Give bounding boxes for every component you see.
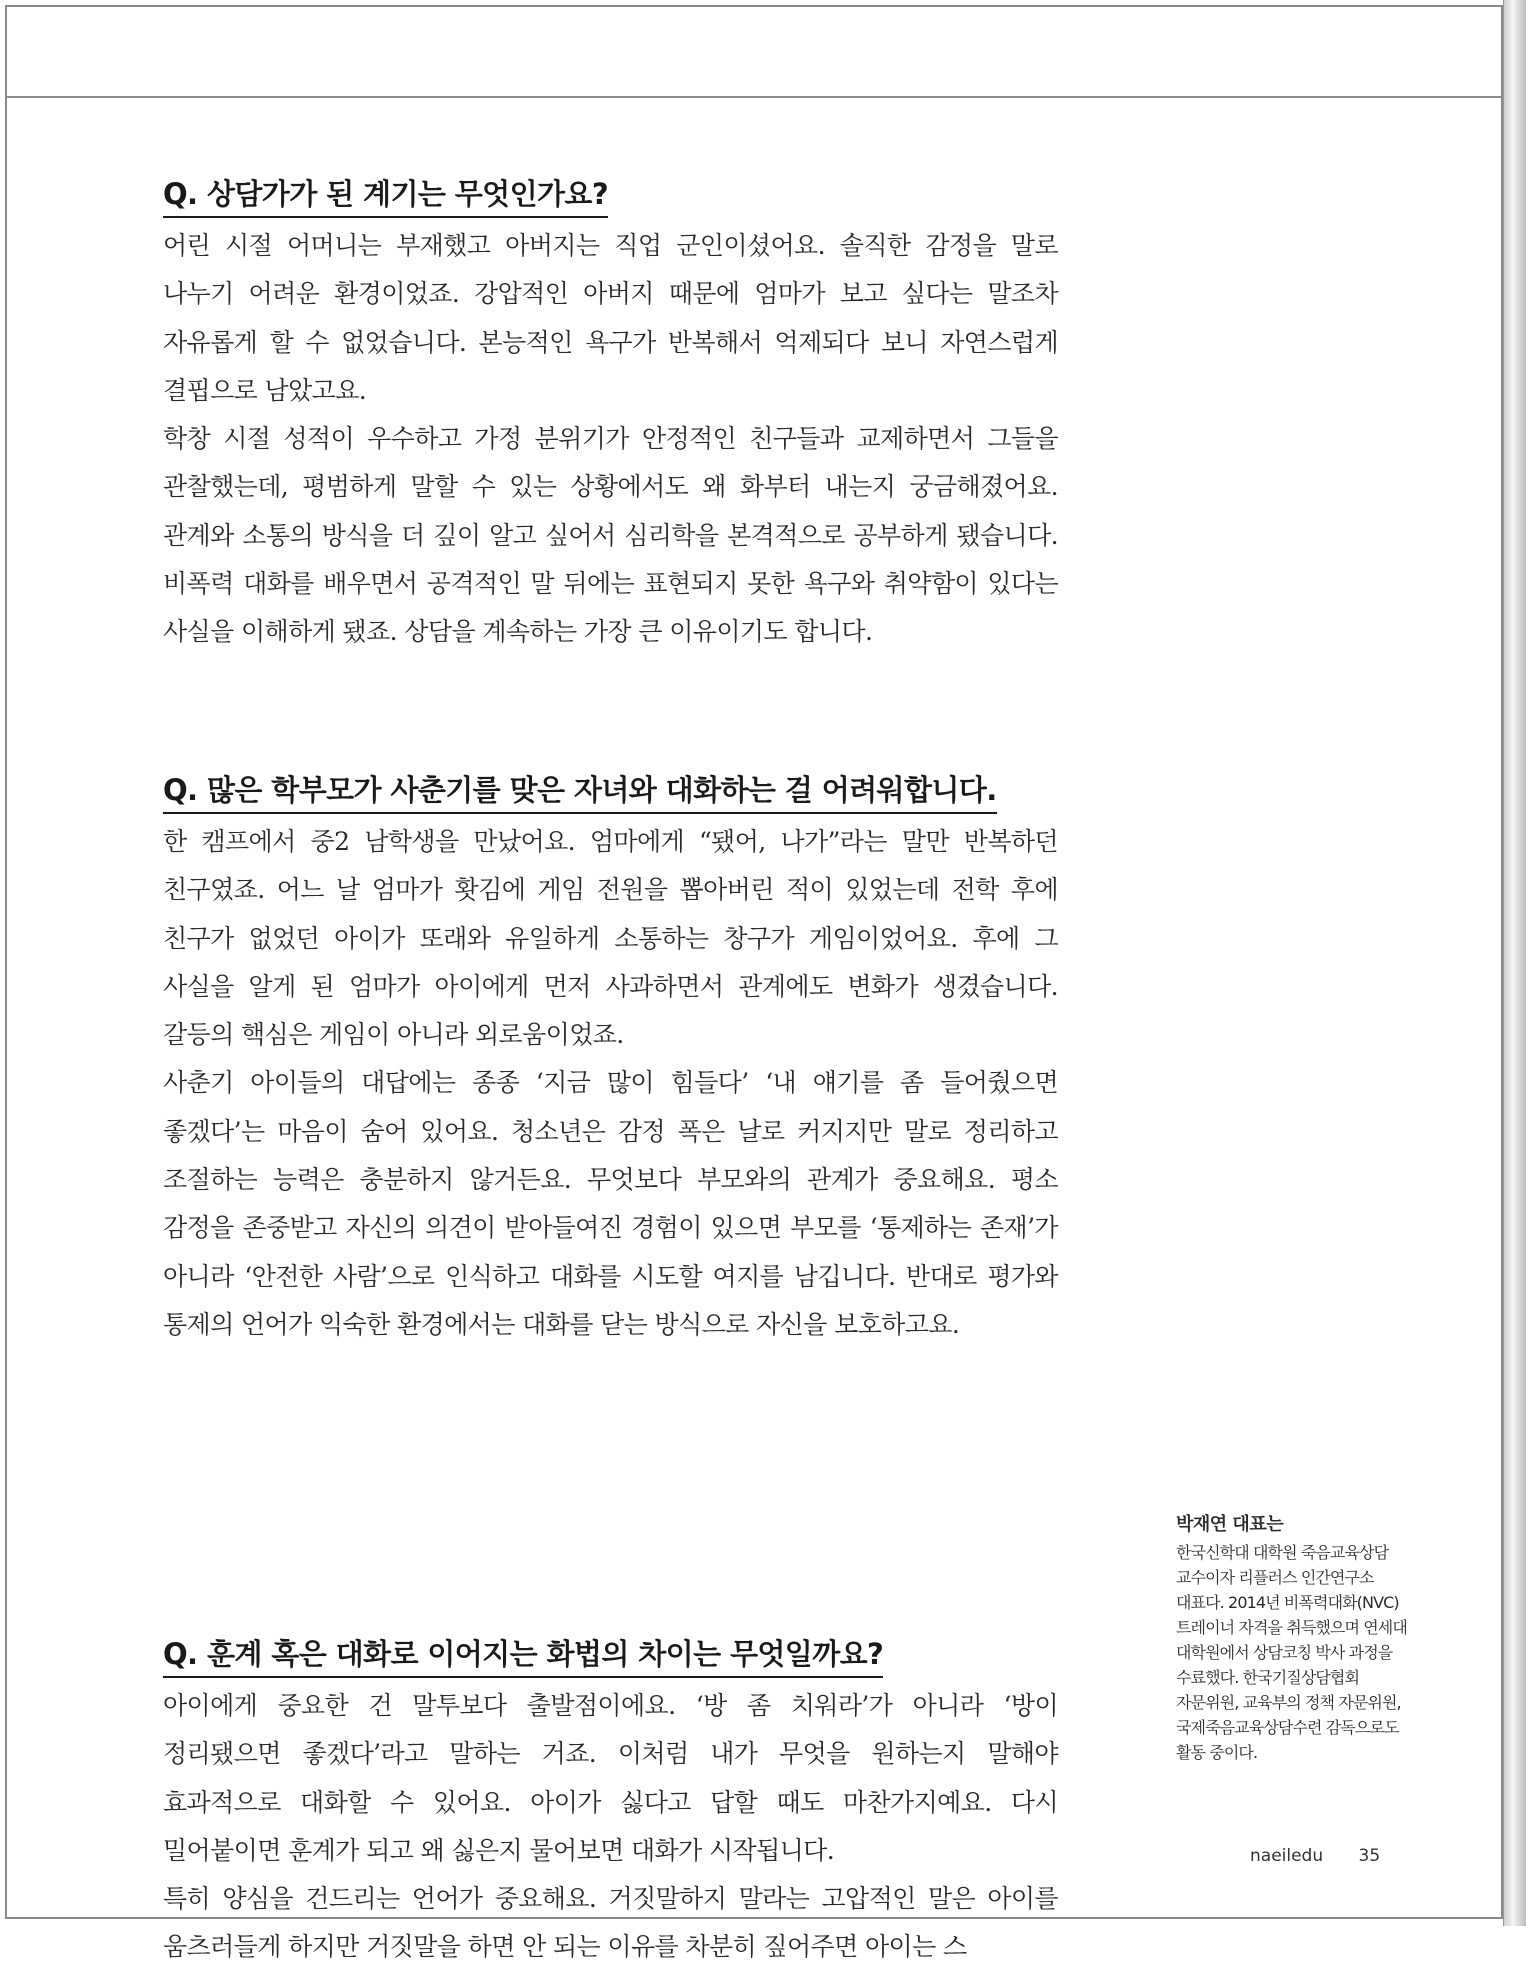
question-heading: Q. 상담가가 된 계기는 무엇인가요? bbox=[163, 172, 608, 218]
qa-section-2 bbox=[163, 768, 1058, 1349]
answer-paragraph: 사춘기 아이들의 대답에는 종종 ‘지금 많이 힘들다’ ‘내 얘기를 좀 들어줬으면 좋겠다’는 마음이 숨어 있어요. 청소년은 감정 폭은 날로 커지지만 말로 정리하고 조절하는 능력은 충분하지 않거든요. 무엇보다 부모와의 관계가 중요해요. 평소 감정을 존중받고 자신의 의견이 받아들여진 경험이 있으면 부모를 ‘통제하는 존재’가 아니라 ‘안전한 사람’으로 인식하고 대화를 시도할 여지를 남깁니다. 반대로 평가와 통제의 언어가 익숙한 환경에서는 대화를 닫는 방식으로 자신을 보호하고요. bbox=[163, 1068, 1058, 1339]
qa-section-1 bbox=[163, 172, 1058, 657]
top-rule bbox=[7, 96, 1503, 98]
question-heading: Q. 훈계 혹은 대화로 이어지는 화법의 차이는 무엇일까요? bbox=[163, 1632, 883, 1678]
question-heading: Q. 많은 학부모가 사춘기를 맞은 자녀와 대화하는 걸 어려워합니다. bbox=[163, 768, 997, 814]
qa-section-3 bbox=[163, 1632, 1058, 1972]
answer-paragraph: 어린 시절 어머니는 부재했고 아버지는 직업 군인이셨어요. 솔직한 감정을 말로 나누기 어려운 환경이었죠. 강압적인 아버지 때문에 엄마가 보고 싶다는 말조차 자유롭게 할 수 없었습니다. 본능적인 욕구가 반복해서 억제되다 보니 자연스럽게 결핍으로 남았고요. bbox=[163, 231, 1058, 405]
answer-paragraph: 한 캠프에서 중2 남학생을 만났어요. 엄마에게 “됐어, 나가”라는 말만 반복하던 친구였죠. 어느 날 엄마가 홧김에 게임 전원을 뽑아버린 적이 있었는데 전학 후에 친구가 없었던 아이가 또래와 유일하게 소통하는 창구가 게임이었어요. 후에 그 사실을 알게 된 엄마가 아이에게 먼저 사과하면서 관계에도 변화가 생겼습니다. 갈등의 핵심은 게임이 아니라 외로움이었죠. bbox=[163, 827, 1058, 1050]
profile-sidebar bbox=[1176, 1510, 1416, 1765]
profile-name: 박재연 대표는 bbox=[1176, 1514, 1284, 1535]
magazine-name: naeiledu bbox=[1250, 1846, 1324, 1866]
page-number: 35 bbox=[1358, 1846, 1381, 1866]
answer-paragraph: 학창 시절 성적이 우수하고 가정 분위기가 안정적인 친구들과 교제하면서 그들을 관찰했는데, 평범하게 말할 수 있는 상황에서도 왜 화부터 내는지 궁금해졌어요. 관계와 소통의 방식을 더 깊이 알고 싶어서 심리학을 본격적으로 공부하게 됐습니다. 비폭력 대화를 배우면서 공격적인 말 뒤에는 표현되지 못한 욕구와 취약함이 있다는 사실을 이해하게 됐죠. 상담을 계속하는 가장 큰 이유이기도 합니다. bbox=[163, 424, 1058, 647]
page-footer bbox=[1250, 1846, 1380, 1866]
page-edge bbox=[1503, 0, 1526, 1926]
profile-bio: 한국신학대 대학원 죽음교육상담 교수이자 리플러스 인간연구소 대표다. 2014년 비폭력대화(NVC) 트레이너 자격을 취득했으며 연세대 대학원에서 상담코칭 박사 과정을 수료했다. 한국기질상담협회 자문위원, 교육부의 정책 자문위원, 국제죽음교육상담수련 감독으로도 활동 중이다. bbox=[1176, 1543, 1407, 1762]
answer-paragraph: 특히 양심을 건드리는 언어가 중요해요. 거짓말하지 말라는 고압적인 말은 아이를 움츠러들게 하지만 거짓말을 하면 안 되는 이유를 차분히 짚어주면 아이는 스 bbox=[163, 1884, 1058, 1962]
answer-paragraph: 아이에게 중요한 건 말투보다 출발점이에요. ‘방 좀 치워라’가 아니라 ‘방이 정리됐으면 좋겠다’라고 말하는 거죠. 이처럼 내가 무엇을 원하는지 말해야 효과적으로 대화할 수 있어요. 아이가 싫다고 답할 때도 마찬가지예요. 다시 밀어붙이면 훈계가 되고 왜 싫은지 물어보면 대화가 시작됩니다. bbox=[163, 1691, 1058, 1865]
